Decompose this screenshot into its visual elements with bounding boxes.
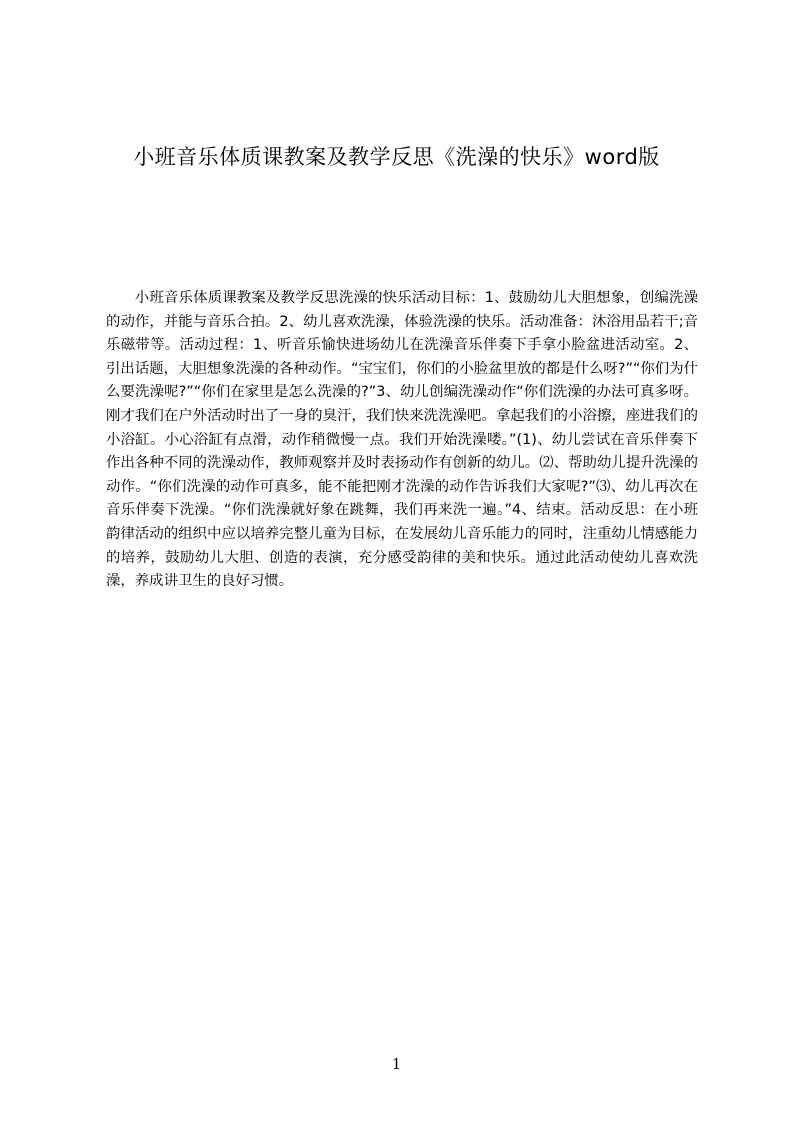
page-number: 1 [391, 1055, 402, 1073]
body-paragraph: 小班音乐体质课教案及教学反思洗澡的快乐活动目标：1、鼓励幼儿大胆想象，创编洗澡的动作，并能与音乐合拍。2、幼儿喜欢洗澡，体验洗澡的快乐。活动准备：沐浴用品若干;音乐磁带等。活动过程：1、听音乐愉快进场幼儿在洗澡音乐伴奏下手拿小脸盆进活动室。2、引出话题，大胆想象洗澡的各种动作。“宝宝们，你们的小脸盆里放的都是什么呀?”“你们为什么要洗澡呢?”“你们在家里是怎么洗澡的?”3、幼儿创编洗澡动作“你们洗澡的办法可真多呀。刚才我们在户外活动时出了一身的臭汗，我们快来洗洗澡吧。拿起我们的小浴擦，座进我们的小浴缸。小心浴缸有点滑，动作稍微慢一点。我们开始洗澡喽。”(1)、幼儿尝试在音乐伴奏下作出各种不同的洗澡动作，教师观察并及时表扬动作有创新的幼儿。⑵、帮助幼儿提升洗澡的动作。“你们洗澡的动作可真多，能不能把刚才洗澡的动作告诉我们大家呢?”⑶、幼儿再次在音乐伴奏下洗澡。“你们洗澡就好象在跳舞，我们再来洗一遍。”4、结束。活动反思：在小班韵律活动的组织中应以培养完整儿童为目标，在发展幼儿音乐能力的同时，注重幼儿情感能力的培养，鼓励幼儿大胆、创造的表演，充分感受韵律的美和快乐。通过此活动使幼儿喜欢洗澡，养成讲卫生的良好习惯。 [106, 290, 698, 590]
document-title: 小班音乐体质课教案及教学反思《洗澡的快乐》word版 [133, 145, 660, 169]
